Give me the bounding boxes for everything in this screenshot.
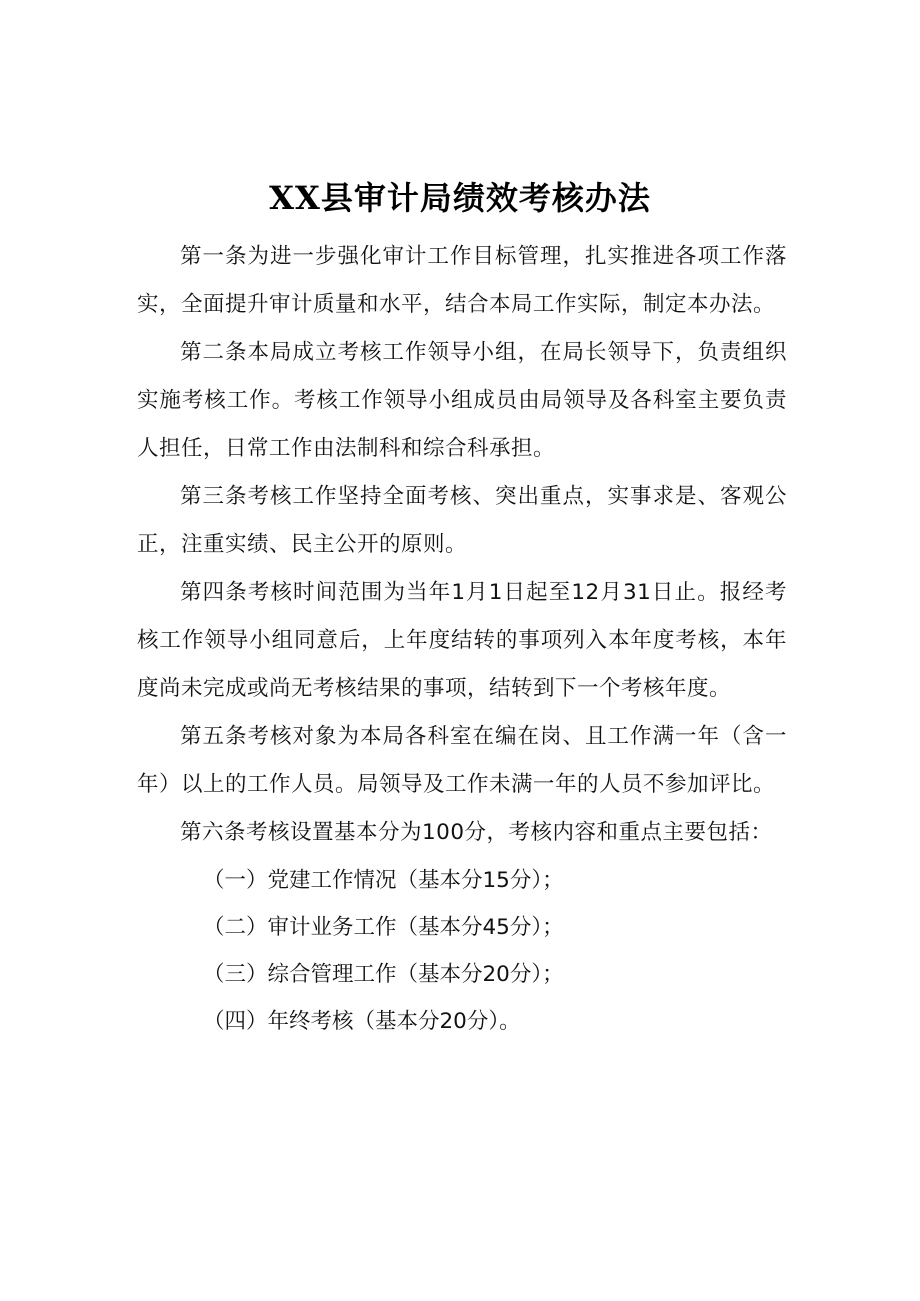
article-6: 第六条考核设置基本分为100分，考核内容和重点主要包括： [180, 820, 773, 845]
document-body [137, 233, 787, 1045]
article-5: 第五条考核对象为本局各科室在编在岗、且工作满一年（含一年）以上的工作人员。局领导及工作未满一年的人员不参加评比。 [137, 724, 787, 797]
article-4: 第四条考核时间范围为当年1月1日起至12月31日止。报经考核工作领导小组同意后，上年度结转的事项列入本年度考核，本年度尚未完成或尚无考核结果的事项，结转到下一个考核年度。 [137, 580, 787, 701]
list-item: （二）审计业务工作（基本分45分）； [203, 915, 564, 940]
article-2: 第二条本局成立考核工作领导小组，在局长领导下，负责组织实施考核工作。考核工作领导小组成员由局领导及各科室主要负责人担任，日常工作由法制科和综合科承担。 [137, 340, 787, 461]
scoring-items-list [137, 857, 787, 1045]
document-title: XX县审计局绩效考核办法 [269, 179, 651, 217]
list-item: （一）党建工作情况（基本分15分）； [203, 868, 564, 893]
article-1: 第一条为进一步强化审计工作目标管理，扎实推进各项工作落实，全面提升审计质量和水平，结合本局工作实际，制定本办法。 [137, 244, 787, 317]
list-item: （三）综合管理工作（基本分20分）； [203, 962, 564, 987]
article-3: 第三条考核工作坚持全面考核、突出重点，实事求是、客观公正，注重实绩、民主公开的原则。 [137, 484, 787, 557]
list-item: （四）年终考核（基本分20分）。 [203, 1009, 521, 1034]
